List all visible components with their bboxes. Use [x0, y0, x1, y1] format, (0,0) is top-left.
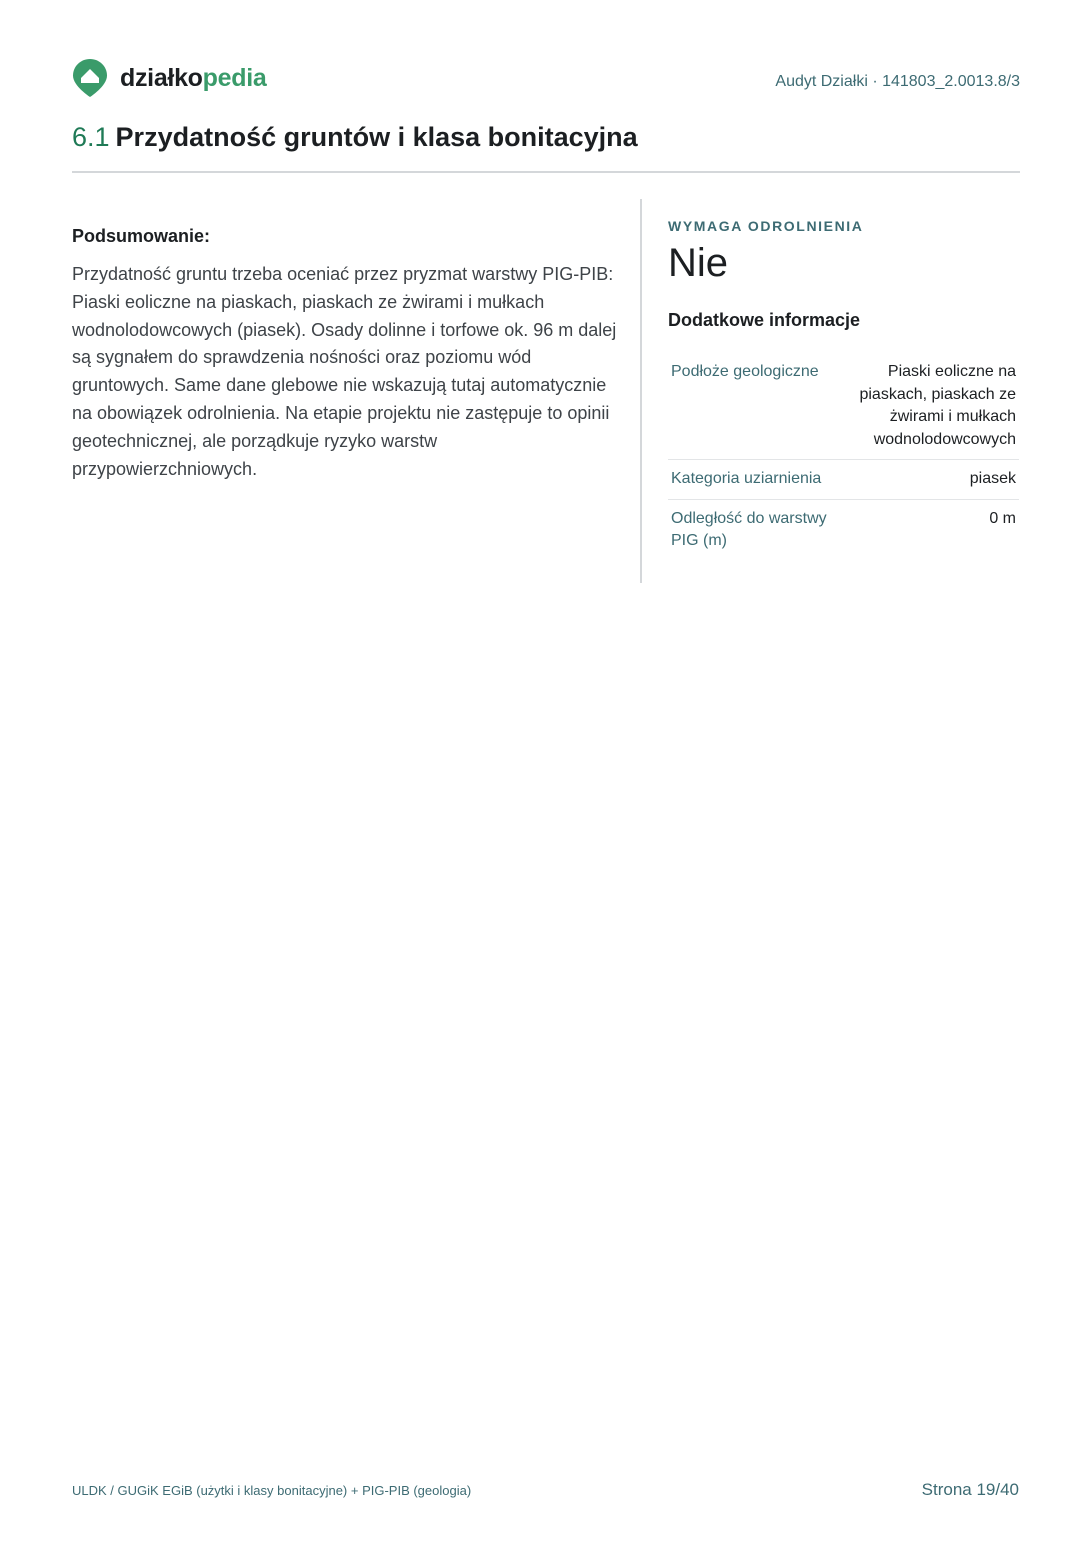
details-panel — [668, 218, 1019, 561]
row-value-cell — [849, 353, 1019, 460]
table-row — [668, 353, 1019, 460]
row-value: Piaski eoliczne na piaskach, piaskach ze żwirami i mułkach wodnolodowcowych — [859, 363, 1016, 448]
info-table — [668, 353, 1019, 561]
summary-text: Przydatność gruntu trzeba oceniać przez pryzmat warstwy PIG-PIB: Piaski eoliczne na piaskach, piaskach ze żwirami i mułkach wodnolodowcowych (piasek). Osady dolinne i torfowe ok. 96 m dalej są sygnałem do sprawdzenia nośności oraz poziomu wód gruntowych. Same dane glebowe nie wskazują tutaj automatycznie na obowiązek odrolnienia. Na etapie projektu nie zastępuje to opinii geotechnicznej, ale porządkuje ryzyko warstw przypowierzchniowych. — [72, 264, 617, 479]
row-label: Podłoże geologiczne — [671, 363, 819, 380]
section-number: 6.1 — [72, 122, 110, 152]
page-number: Strona 19/40 — [921, 1480, 1019, 1499]
table-row — [668, 499, 1019, 561]
brand-name-dark: działko — [120, 63, 203, 92]
brand-logo[interactable] — [72, 58, 266, 98]
rezoning-value: Nie — [668, 241, 729, 285]
column-divider — [640, 199, 642, 583]
brand-name — [120, 64, 266, 93]
rezoning-label: WYMAGA ODROLNIENIA — [668, 218, 864, 234]
row-value: piasek — [849, 460, 1019, 500]
row-value: 0 m — [849, 499, 1019, 561]
section-title-text: Przydatność gruntów i klasa bonitacyjna — [115, 122, 638, 152]
additional-info-heading: Dodatkowe informacje — [668, 310, 861, 330]
document-reference: Audyt Działki · 141803_2.0013.8/3 — [775, 73, 1020, 90]
section-title — [72, 122, 1020, 153]
footer-source: ULDK / GUGiK EGiB (użytki i klasy bonitacyjne) + PIG-PIB (geologia) — [72, 1483, 472, 1498]
table-row — [668, 460, 1019, 500]
summary-column — [72, 226, 617, 483]
title-divider — [72, 171, 1020, 173]
summary-heading: Podsumowanie: — [72, 226, 211, 246]
map-pin-icon — [72, 58, 108, 98]
row-label: Odległość do warstwy PIG (m) — [668, 499, 849, 561]
brand-name-green: pedia — [202, 63, 267, 92]
row-label: Kategoria uziarnienia — [668, 460, 849, 500]
page-header — [72, 58, 1020, 100]
